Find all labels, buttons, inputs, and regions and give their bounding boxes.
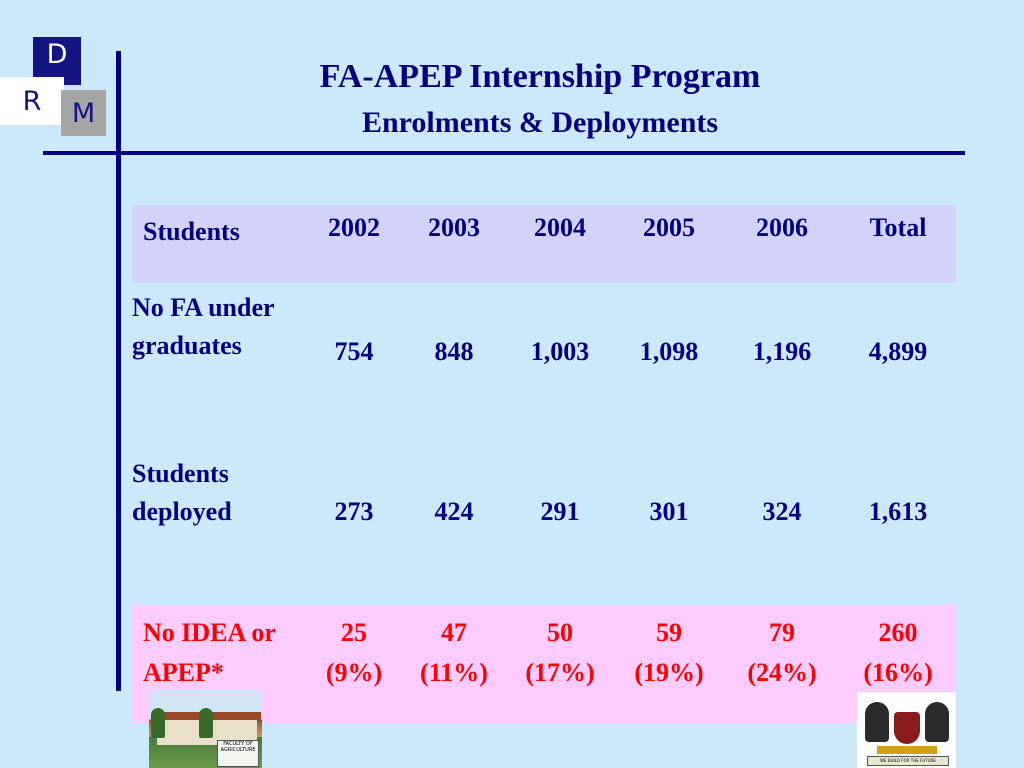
enrolment-table bbox=[132, 205, 956, 723]
cell-percent: (17%) bbox=[525, 658, 595, 687]
cell-count: 260 bbox=[878, 618, 918, 647]
table-row bbox=[132, 455, 956, 605]
horizontal-divider bbox=[43, 151, 965, 155]
cell-count: 50 bbox=[547, 618, 573, 647]
cell-count: 59 bbox=[656, 618, 682, 647]
table-cell: 424 bbox=[434, 497, 474, 526]
slide-subtitle: Enrolments & Deployments bbox=[361, 106, 719, 139]
table-cell bbox=[306, 605, 402, 723]
cell-count: 79 bbox=[769, 618, 795, 647]
faculty-building-photo bbox=[149, 690, 262, 768]
table-header-row bbox=[132, 205, 956, 283]
table-cell bbox=[724, 605, 840, 723]
table-cell: 1,613 bbox=[868, 497, 928, 526]
table-cell: 301 bbox=[649, 497, 689, 526]
header-total: Total bbox=[840, 205, 956, 283]
row-label: No FA under graduates bbox=[132, 293, 275, 360]
cell-percent: (11%) bbox=[420, 658, 488, 687]
header-2006: 2006 bbox=[724, 205, 840, 283]
cell-count: 25 bbox=[341, 618, 367, 647]
logo-letter-m: M bbox=[61, 90, 106, 136]
row-label: No IDEA or APEP* bbox=[132, 605, 306, 723]
row-label: Students deployed bbox=[132, 459, 232, 526]
vertical-divider bbox=[116, 51, 121, 691]
table-cell: 848 bbox=[434, 337, 474, 366]
cell-percent: (16%) bbox=[863, 658, 933, 687]
table-cell bbox=[402, 605, 506, 723]
header-2005: 2005 bbox=[614, 205, 724, 283]
header-2003: 2003 bbox=[402, 205, 506, 283]
header-2002: 2002 bbox=[306, 205, 402, 283]
slide-title: FA-APEP Internship Program bbox=[319, 58, 761, 95]
table-cell: 324 bbox=[762, 497, 802, 526]
header-students: Students bbox=[132, 205, 306, 283]
logo-letter-d: D bbox=[33, 37, 81, 85]
table-cell: 4,899 bbox=[868, 337, 928, 366]
table-cell: 273 bbox=[334, 497, 374, 526]
table-cell: 754 bbox=[334, 337, 374, 366]
table-cell bbox=[614, 605, 724, 723]
table-cell: 1,196 bbox=[752, 337, 812, 366]
photo-sign: FACULTY OF AGRICULTURE bbox=[217, 740, 259, 767]
cell-percent: (19%) bbox=[634, 658, 704, 687]
header-2004: 2004 bbox=[506, 205, 614, 283]
table-cell: 1,098 bbox=[639, 337, 699, 366]
table-cell: 1,003 bbox=[530, 337, 590, 366]
table-cell bbox=[506, 605, 614, 723]
university-crest-logo bbox=[857, 692, 956, 768]
cell-count: 47 bbox=[441, 618, 467, 647]
crest-motto: WE BUILD FOR THE FUTURE bbox=[867, 756, 949, 766]
table-row bbox=[132, 283, 956, 455]
cell-percent: (9%) bbox=[325, 658, 383, 687]
cell-percent: (24%) bbox=[747, 658, 817, 687]
table-cell: 291 bbox=[540, 497, 580, 526]
logo-letter-r: R bbox=[0, 77, 64, 125]
